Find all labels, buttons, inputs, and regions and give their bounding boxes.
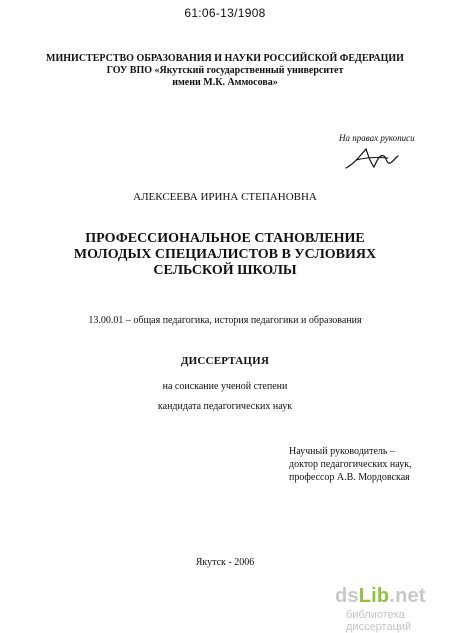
title-line: МОЛОДЫХ СПЕЦИАЛИСТОВ В УСЛОВИЯХ (73, 247, 377, 262)
institution-block (0, 53, 450, 89)
degree-line: кандидата педагогических наук (157, 401, 293, 412)
watermark-subtitle: библиотека диссертаций (346, 609, 412, 633)
supervisor-name: профессор А.В. Мордовская (289, 472, 410, 483)
author-name: АЛЕКСЕЕВА ИРИНА СТЕПАНОВНА (133, 191, 317, 203)
title-line: ПРОФЕССИОНАЛЬНОЕ СТАНОВЛЕНИЕ (85, 231, 365, 246)
supervisor-degree: доктор педагогических наук, (289, 459, 412, 470)
title-line: СЕЛЬСКОЙ ШКОЛЫ (153, 263, 297, 278)
university-name: ГОУ ВПО «Якутский государственный университет (106, 65, 344, 76)
document-type-heading: ДИССЕРТАЦИЯ (180, 355, 270, 367)
ministry-name: МИНИСТЕРСТВО ОБРАЗОВАНИЯ И НАУКИ РОССИЙСКОЙ ФЕДЕРАЦИИ (46, 53, 404, 64)
specialty-code: 13.00.01 – общая педагогика, история педагогики и образования (88, 315, 362, 326)
supervisor-block (289, 445, 412, 484)
logo-prefix: ds (335, 585, 359, 607)
city-year: Якутск - 2006 (195, 557, 255, 568)
university-name-cont: имени М.К. Аммосова» (172, 77, 278, 88)
supervisor-role: Научный руководитель – (289, 446, 395, 457)
degree-line: на соискание ученой степени (162, 381, 288, 392)
archive-code: 61:06-13/1908 (184, 6, 266, 20)
degree-block (0, 377, 450, 417)
logo-highlight: Lib (358, 585, 390, 607)
dissertation-title (0, 231, 450, 279)
logo-suffix: .net (389, 585, 426, 607)
manuscript-rights-note: На правах рукописи (339, 133, 415, 143)
dslib-watermark-logo (335, 585, 426, 608)
signature-icon (344, 146, 400, 172)
